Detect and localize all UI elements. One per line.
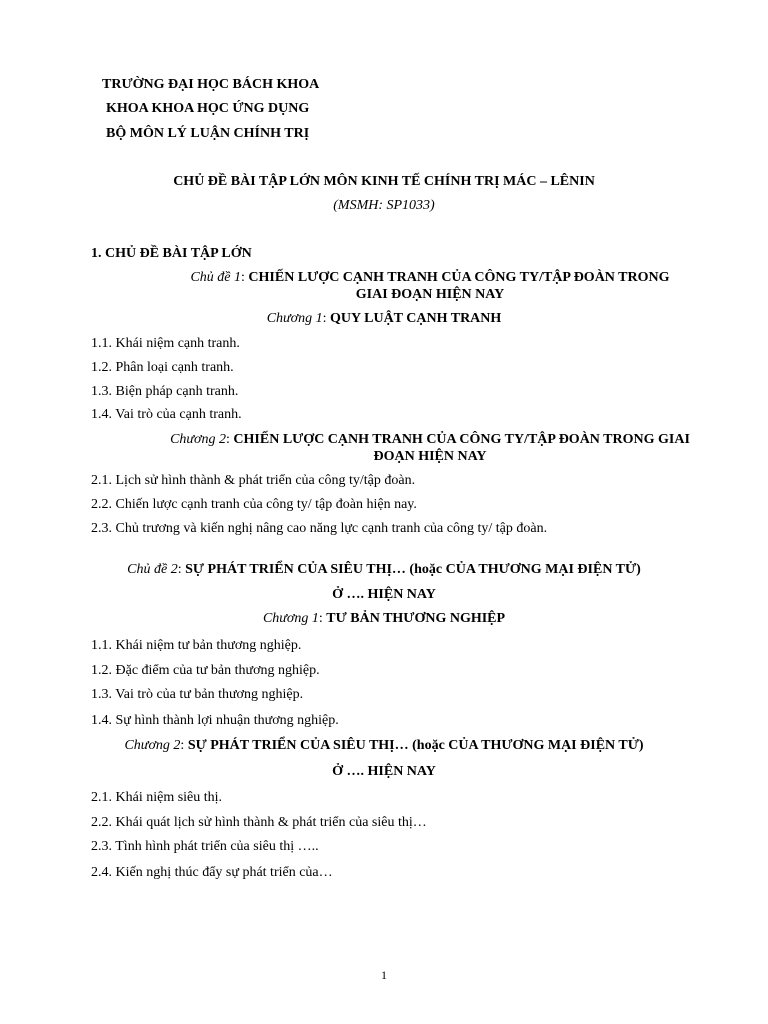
chapter-title: QUY LUẬT CẠNH TRANH bbox=[330, 311, 502, 326]
list-item: 2.3. Tình hình phát triển của siêu thị ….. bbox=[91, 839, 319, 854]
list-item: 1.3. Vai trò của tư bản thương nghiệp. bbox=[91, 687, 304, 702]
chapter-sep: : bbox=[322, 311, 331, 326]
topic-2-prefix: Chủ đề 2 bbox=[127, 562, 178, 577]
topic-2-chapter-2-heading bbox=[0, 737, 768, 754]
list-item: 1.4. Sự hình thành lợi nhuận thương nghiệp. bbox=[91, 713, 339, 728]
section-heading: 1. CHỦ ĐỀ BÀI TẬP LỚN bbox=[91, 246, 252, 261]
topic-1-sep: : bbox=[241, 270, 249, 285]
topic-2-title-line-1: SỰ PHÁT TRIỂN CỦA SIÊU THỊ… (hoặc CỦA THƯƠNG MẠI ĐIỆN TỬ) bbox=[185, 562, 641, 577]
chapter-title: CHIẾN LƯỢC CẠNH TRANH CỦA CÔNG TY/TẬP ĐOÀN TRONG GIAI ĐOẠN HIỆN NAY bbox=[233, 432, 690, 464]
chapter-prefix: Chương 1 bbox=[266, 311, 323, 326]
list-item: 2.1. Lịch sử hình thành & phát triển của công ty/tập đoàn. bbox=[91, 473, 416, 488]
course-code: (MSMH: SP1033) bbox=[333, 198, 435, 213]
list-item: 2.3. Chủ trương và kiến nghị nâng cao năng lực cạnh tranh của công ty/ tập đoàn. bbox=[91, 521, 548, 536]
list-item: 1.2. Phân loại cạnh tranh. bbox=[91, 360, 234, 375]
chapter-prefix: Chương 2 bbox=[124, 738, 181, 753]
chapter-sep: : bbox=[318, 611, 327, 626]
chapter-prefix: Chương 2 bbox=[170, 432, 227, 447]
chapter-title-line-1: SỰ PHÁT TRIỂN CỦA SIÊU THỊ… (hoặc CỦA THƯƠNG MẠI ĐIỆN TỬ) bbox=[187, 738, 644, 753]
topic-2-title-line-2: Ở …. HIỆN NAY bbox=[332, 587, 436, 602]
topic-1-chapter-1-heading bbox=[0, 310, 768, 327]
topic-1-chapter-2-heading bbox=[165, 431, 695, 465]
list-item: 1.1. Khái niệm tư bản thương nghiệp. bbox=[91, 638, 302, 653]
list-item: 1.3. Biện pháp cạnh tranh. bbox=[91, 384, 239, 399]
faculty-name: KHOA KHOA HỌC ỨNG DỤNG bbox=[106, 101, 310, 116]
chapter-title-line-2: Ở …. HIỆN NAY bbox=[332, 764, 436, 779]
page-number: 1 bbox=[381, 968, 387, 982]
list-item: 2.2. Khái quát lịch sử hình thành & phát triển của siêu thị… bbox=[91, 815, 427, 830]
topic-2-chapter-1-heading bbox=[0, 610, 768, 627]
department-name: BỘ MÔN LÝ LUẬN CHÍNH TRỊ bbox=[106, 126, 310, 141]
document-title: CHỦ ĐỀ BÀI TẬP LỚN MÔN KINH TẾ CHÍNH TRỊ MÁC – LÊNIN bbox=[173, 174, 595, 189]
chapter-sep: : bbox=[226, 432, 234, 447]
list-item: 2.4. Kiến nghị thúc đẩy sự phát triển của… bbox=[91, 865, 333, 880]
list-item: 2.1. Khái niệm siêu thị. bbox=[91, 790, 223, 805]
list-item: 2.2. Chiến lược cạnh tranh của công ty/ tập đoàn hiện nay. bbox=[91, 497, 417, 512]
topic-1-heading bbox=[175, 269, 685, 303]
university-name: TRƯỜNG ĐẠI HỌC BÁCH KHOA bbox=[102, 77, 320, 92]
list-item: 1.2. Đặc điểm của tư bản thương nghiệp. bbox=[91, 663, 320, 678]
chapter-title: TƯ BẢN THƯƠNG NGHIỆP bbox=[326, 611, 506, 626]
chapter-prefix: Chương 1 bbox=[262, 611, 319, 626]
topic-1-prefix: Chủ đề 1 bbox=[190, 270, 242, 285]
list-item: 1.4. Vai trò của cạnh tranh. bbox=[91, 407, 242, 422]
list-item: 1.1. Khái niệm cạnh tranh. bbox=[91, 336, 240, 351]
topic-2-sep: : bbox=[177, 562, 186, 577]
topic-2-heading bbox=[0, 561, 768, 578]
chapter-sep: : bbox=[180, 738, 188, 753]
topic-1-title: CHIẾN LƯỢC CẠNH TRANH CỦA CÔNG TY/TẬP ĐOÀN TRONG GIAI ĐOẠN HIỆN NAY bbox=[248, 270, 670, 302]
